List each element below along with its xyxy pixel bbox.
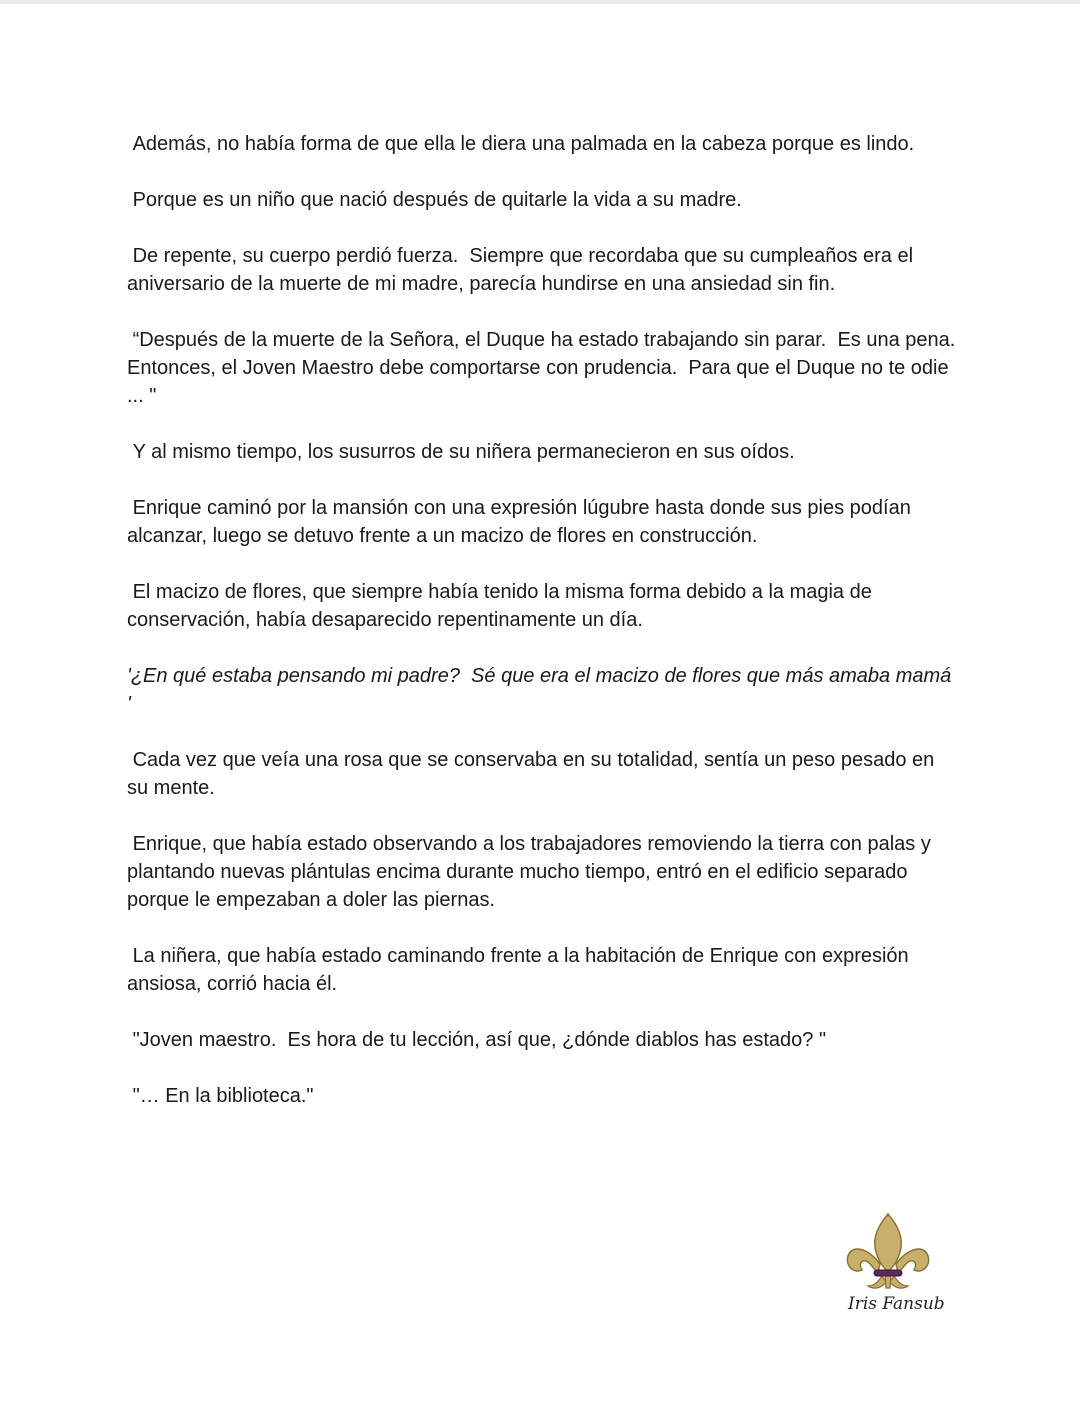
paragraph: Cada vez que veía una rosa que se conservaba en su totalidad, sentía un peso pesado en su mente.	[127, 749, 940, 799]
paragraph: Además, no había forma de que ella le diera una palmada en la cabeza porque es lindo.	[127, 133, 915, 155]
fleur-de-lis-icon	[838, 1210, 938, 1294]
paragraph: Porque es un niño que nació después de quitarle la vida a su madre.	[127, 189, 742, 211]
paragraph: La niñera, que había estado caminando frente a la habitación de Enrique con expresión ansiosa, corrió hacia él.	[127, 945, 915, 995]
top-border	[0, 0, 1080, 4]
paragraph: Enrique caminó por la mansión con una expresión lúgubre hasta donde sus pies podían alcanzar, luego se detuvo frente a un macizo de flores en construcción.	[127, 497, 917, 547]
document-body	[127, 130, 967, 1138]
fansub-logo	[838, 1210, 945, 1320]
paragraph: Y al mismo tiempo, los susurros de su niñera permanecieron en sus oídos.	[127, 441, 795, 463]
paragraph: Enrique, que había estado observando a los trabajadores removiendo la tierra con palas y plantando nuevas plántulas encima durante mucho tiempo, entró en el edificio separado porque le empezaban a doler las piernas.	[127, 833, 937, 911]
paragraph: "Joven maestro. Es hora de tu lección, así que, ¿dónde diablos has estado? "	[127, 1029, 827, 1051]
paragraph: "… En la biblioteca."	[127, 1085, 314, 1107]
paragraph: De repente, su cuerpo perdió fuerza. Siempre que recordaba que su cumpleaños era el aniversario de la muerte de mi madre, parecía hundirse en una ansiedad sin fin.	[127, 245, 919, 295]
logo-text: Iris Fansub	[848, 1294, 945, 1314]
paragraph-italic-thought: '¿En qué estaba pensando mi padre? Sé que era el macizo de flores que más amaba mamá '	[127, 665, 957, 715]
paragraph: El macizo de flores, que siempre había tenido la misma forma debido a la magia de conservación, había desaparecido repentinamente un día.	[127, 581, 878, 631]
paragraph: “Después de la muerte de la Señora, el Duque ha estado trabajando sin parar. Es una pena. Entonces, el Joven Maestro debe comportarse con prudencia. Para que el Duque no te odie ... "	[127, 329, 967, 407]
